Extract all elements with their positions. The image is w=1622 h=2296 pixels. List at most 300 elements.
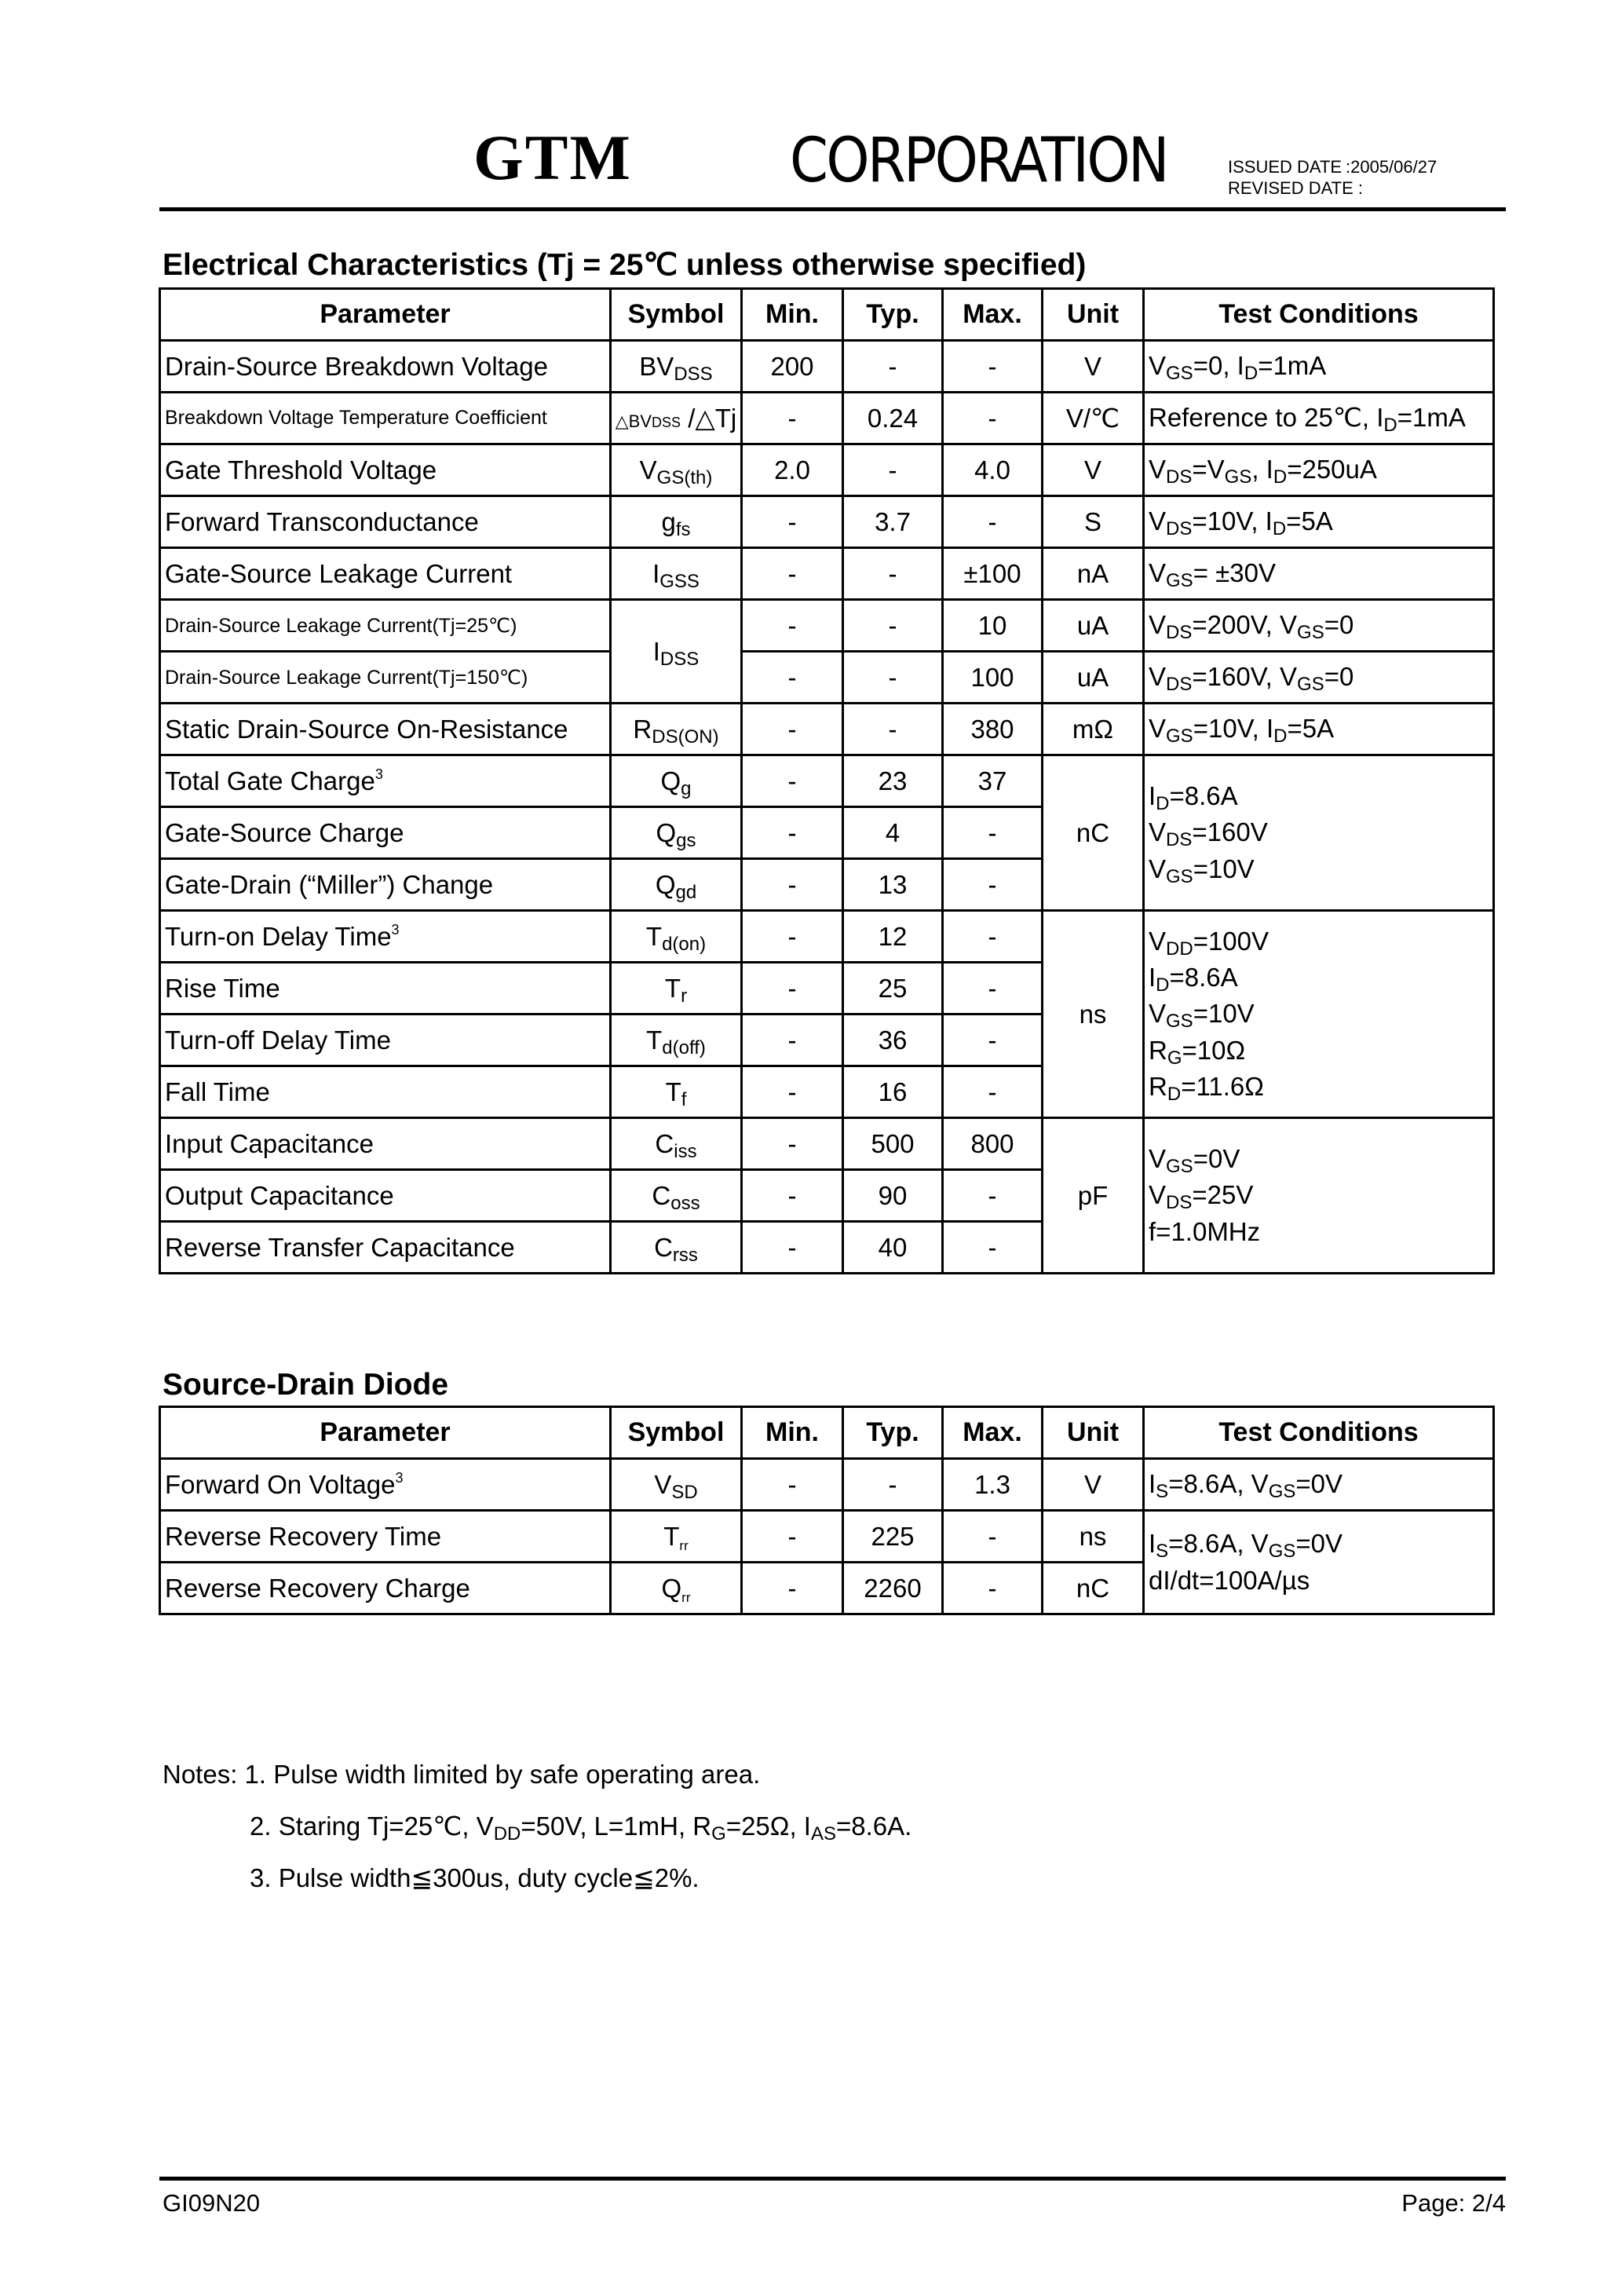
cond-text: V [1149,610,1167,640]
cond-sub: GS [1268,1541,1296,1563]
table-row [160,393,1494,444]
symbol-text: T [646,1025,663,1055]
cond-sub: DS [1166,1192,1193,1214]
cond-text: =8.6A, V [1168,1469,1269,1499]
note-1: Notes: 1. Pulse width limited by safe operating area. [163,1760,761,1789]
condition-cell [1144,600,1494,652]
table-row [160,341,1494,393]
cond-text: =5A [1287,714,1335,744]
cond-text: =5A [1286,506,1333,536]
cond-sub: GS [1166,726,1193,748]
symbol-text: T [663,1521,680,1551]
cond-text: V [1149,558,1167,588]
max-cell: - [943,1222,1043,1274]
header-parameter: Parameter [160,289,611,341]
cond-line [1149,814,1492,850]
symbol-sub: rss [672,1244,698,1266]
symbol-cell [611,1066,742,1118]
symbol-sub: DSS [652,415,681,430]
table-row [160,496,1494,548]
cond-line [1149,996,1492,1032]
param-cell: Drain-Source Leakage Current(Tj=25℃) [160,600,611,652]
cond-text: =0 [1324,662,1354,692]
min-cell: - [742,704,843,755]
max-cell: - [943,341,1043,393]
param-cell: Static Drain-Source On-Resistance [160,704,611,755]
symbol-text: V [654,1469,672,1499]
cond-line [1149,1069,1492,1105]
symbol-sub: gd [675,881,697,903]
cond-line [1149,778,1492,814]
symbol-sub: gs [676,829,696,851]
typ-cell: 12 [843,911,943,963]
cond-sub: D [1156,793,1170,815]
cond-text: =10Ω [1182,1035,1246,1065]
unit-cell: V [1043,341,1144,393]
min-cell: - [742,1066,843,1118]
typ-cell: 13 [843,859,943,911]
min-cell: 200 [742,341,843,393]
typ-cell: 2260 [843,1563,943,1614]
symbol-text: I [652,636,660,666]
table-row [160,652,1494,704]
header-max: Max. [943,289,1043,341]
cond-line [1149,1141,1492,1177]
unit-cell: nC [1043,1563,1144,1614]
condition-cell [1144,911,1494,1118]
max-cell: 800 [943,1118,1043,1170]
cond-text: =8.6A [1169,963,1238,993]
min-cell: - [742,1563,843,1614]
cond-text: V [1149,1180,1167,1210]
cond-line [1149,960,1492,996]
symbol-text: T [665,1077,681,1106]
condition-cell [1144,393,1494,444]
cond-sub: DS [1166,518,1193,540]
min-cell: - [742,548,843,600]
min-cell: - [742,859,843,911]
notes-block [163,1749,911,1904]
symbol-sub: GS(th) [656,466,713,488]
note-2 [163,1801,911,1852]
note-text: =8.6A. [835,1812,912,1841]
symbol-cell [611,1170,742,1222]
max-cell: - [943,1066,1043,1118]
cond-text: Reference to 25℃, I [1149,403,1384,433]
symbol-text: Q [661,1573,682,1603]
footer-rule [159,2177,1506,2181]
condition-cell [1144,1459,1494,1511]
cond-line [1149,851,1492,887]
typ-cell: 16 [843,1066,943,1118]
table-row [160,548,1494,600]
condition-cell [1144,548,1494,600]
typ-cell: 23 [843,755,943,807]
header-unit: Unit [1043,1407,1144,1459]
min-cell: - [742,393,843,444]
cond-text: V [1149,455,1167,484]
max-cell: - [943,859,1043,911]
param-cell: Reverse Transfer Capacitance [160,1222,611,1274]
cond-line [1149,1033,1492,1069]
cond-text: I [1149,1529,1156,1559]
param-cell: Fall Time [160,1066,611,1118]
max-cell: 4.0 [943,444,1043,496]
param-cell: Input Capacitance [160,1118,611,1170]
symbol-text: BV [639,351,674,381]
cond-sub: D [1167,1083,1182,1105]
cond-text: =10V, I [1193,714,1274,744]
param-cell: Gate Threshold Voltage [160,444,611,496]
cond-text: R [1149,1035,1167,1065]
cond-text: =160V [1192,817,1268,847]
cond-text: =0, I [1193,351,1244,381]
electrical-characteristics-title: Electrical Characteristics (Tj = 25℃ unless otherwise specified) [163,248,1087,282]
header-typ: Typ. [843,289,943,341]
cond-text: V [1149,714,1167,744]
unit-cell: V [1043,1459,1144,1511]
cond-text: =11.6Ω [1181,1071,1264,1101]
cond-sub: GS [1297,674,1324,696]
min-cell: - [742,1170,843,1222]
header-parameter: Parameter [160,1407,611,1459]
param-cell: Drain-Source Leakage Current(Tj=150℃) [160,652,611,704]
cond-text: I [1149,963,1156,993]
cond-sub: DS [1166,674,1193,696]
cond-text: V [1149,999,1167,1029]
table-header-row [160,289,1494,341]
min-cell: - [742,1015,843,1066]
param-cell [160,755,611,807]
header-symbol: Symbol [611,1407,742,1459]
footnote-ref: 3 [395,1469,404,1486]
footnote-ref: 3 [374,766,383,782]
issued-date-label: ISSUED DATE [1228,157,1343,177]
symbol-sub: r [681,985,688,1007]
symbol-sub: f [681,1088,687,1110]
condition-cell [1144,1511,1494,1614]
cond-text: =0 [1324,610,1354,640]
max-cell: - [943,393,1043,444]
note-sub: G [711,1823,726,1844]
typ-cell: 90 [843,1170,943,1222]
cond-text: V [1149,506,1167,536]
symbol-sub: oss [670,1192,700,1214]
typ-cell: 500 [843,1118,943,1170]
typ-cell: - [843,652,943,704]
revised-date-label: REVISED DATE : [1228,178,1363,198]
typ-cell: 36 [843,1015,943,1066]
symbol-cell [611,1118,742,1170]
symbol-sub: fs [675,518,691,540]
cond-text: =200V, V [1192,610,1298,640]
typ-cell: 25 [843,963,943,1015]
cond-sub: D [1273,466,1288,488]
cond-text: =160V, V [1192,662,1298,692]
table-row [160,755,1494,807]
symbol-text: V [639,455,657,484]
table-row [160,704,1494,755]
footnote-ref: 3 [391,921,400,938]
symbol-sub: DS(ON) [652,726,719,748]
typ-cell: - [843,341,943,393]
cond-text: =1mA [1258,351,1327,381]
header-max: Max. [943,1407,1043,1459]
cond-text: =0V [1295,1529,1343,1559]
min-cell: - [742,963,843,1015]
min-cell: - [742,755,843,807]
symbol-cell [611,496,742,548]
symbol-sub: rr [679,1537,689,1553]
symbol-cell [611,1222,742,1274]
max-cell: 100 [943,652,1043,704]
typ-cell: 0.24 [843,393,943,444]
cond-text: I [1149,781,1156,811]
typ-cell: - [843,548,943,600]
symbol-text: Q [655,869,676,899]
cond-text: =25V [1192,1180,1254,1210]
header-min: Min. [742,1407,843,1459]
cond-sub: D [1272,518,1287,540]
note-text: =25Ω, I [725,1812,811,1841]
symbol-cell [611,600,742,704]
cond-text: =0V [1193,1144,1240,1174]
cond-text: V [1149,854,1167,883]
cond-text: =100V [1193,927,1269,956]
symbol-sub: DSS [674,363,713,385]
cond-line: f=1.0MHz [1149,1216,1261,1246]
unit-cell: ns [1043,1511,1144,1563]
min-cell: - [742,1511,843,1563]
param-cell: Gate-Drain (“Miller”) Change [160,859,611,911]
cond-sub: GS [1166,865,1193,887]
cond-line [1149,923,1492,960]
symbol-cell [611,755,742,807]
table-row [160,1459,1494,1511]
max-cell: 380 [943,704,1043,755]
header-test-conditions: Test Conditions [1144,289,1494,341]
header-min: Min. [742,289,843,341]
header-rule [159,207,1506,211]
cond-sub: GS [1224,466,1252,488]
note-text: =50V, L=1mH, R [521,1812,712,1841]
symbol-text: T [645,921,663,951]
typ-cell: 3.7 [843,496,943,548]
symbol-sub: d(on) [662,933,707,955]
symbol-cell [611,911,742,963]
table-header-row [160,1407,1494,1459]
cond-text: =0V [1295,1469,1343,1499]
part-number: GI09N20 [163,2189,261,2217]
typ-cell: 40 [843,1222,943,1274]
page-number: Page: 2/4 [1401,2189,1506,2217]
cond-sub: DD [1166,938,1193,960]
symbol-text: I [652,558,660,588]
symbol-text: △BV [615,411,652,431]
unit-cell: S [1043,496,1144,548]
table-row [160,600,1494,652]
typ-cell: - [843,444,943,496]
param-text: Turn-on Delay Time [165,921,392,951]
param-cell: Gate-Source Charge [160,807,611,859]
param-text: Forward On Voltage [165,1469,396,1499]
min-cell: - [742,911,843,963]
table-row [160,1511,1494,1563]
unit-cell: V [1043,444,1144,496]
source-drain-diode-table [159,1406,1495,1615]
corporation-title: CORPORATION [790,126,1167,196]
cond-sub: G [1167,1047,1182,1069]
source-drain-diode-title: Source-Drain Diode [163,1368,449,1402]
condition-cell [1144,652,1494,704]
unit-cell: pF [1043,1118,1144,1274]
cond-text: V [1149,1144,1167,1174]
param-cell: Forward Transconductance [160,496,611,548]
param-text: Total Gate Charge [165,766,375,795]
table-row [160,1118,1494,1170]
unit-cell: uA [1043,652,1144,704]
cond-sub: DS [1166,466,1193,488]
max-cell: - [943,963,1043,1015]
max-cell: 1.3 [943,1459,1043,1511]
symbol-sub: d(off) [662,1036,706,1058]
param-cell: Drain-Source Breakdown Voltage [160,341,611,393]
param-cell: Gate-Source Leakage Current [160,548,611,600]
condition-cell [1144,496,1494,548]
max-cell: ±100 [943,548,1043,600]
header-symbol: Symbol [611,289,742,341]
max-cell: - [943,1015,1043,1066]
header-unit: Unit [1043,289,1144,341]
cond-text: V [1149,351,1167,381]
symbol-cell [611,1511,742,1563]
condition-cell [1144,704,1494,755]
symbol-text: g [661,506,676,536]
symbol-cell [611,859,742,911]
symbol-cell [611,548,742,600]
unit-cell: mΩ [1043,704,1144,755]
symbol-sub: iss [674,1140,697,1162]
symbol-text: C [654,1232,673,1262]
symbol-text: Q [660,766,681,795]
condition-cell [1144,341,1494,393]
note-3: 3. Pulse width≦300us, duty cycle≦2%. [250,1863,700,1892]
max-cell: 37 [943,755,1043,807]
cond-text: =8.6A, V [1168,1529,1269,1559]
min-cell: - [742,1459,843,1511]
symbol-sub: DSS [659,648,700,670]
typ-cell: 225 [843,1511,943,1563]
cond-sub: GS [1166,570,1193,592]
symbol-sub: GSS [659,570,700,592]
symbol-text: T [664,973,681,1003]
cond-sub: GS [1166,363,1193,385]
max-cell: - [943,911,1043,963]
cond-text: V [1149,817,1167,847]
cond-text: =10V, I [1192,506,1273,536]
min-cell: - [742,600,843,652]
param-cell: Reverse Recovery Time [160,1511,611,1563]
cond-sub: S [1156,1481,1169,1503]
cond-sub: D [1273,726,1288,748]
table-row [160,911,1494,963]
min-cell: 2.0 [742,444,843,496]
min-cell: - [742,496,843,548]
electrical-characteristics-table [159,287,1495,1274]
cond-sub: GS [1166,1011,1193,1033]
cond-text: V [1149,927,1167,956]
param-cell: Reverse Recovery Charge [160,1563,611,1614]
cond-text: I [1149,1469,1156,1499]
unit-cell: uA [1043,600,1144,652]
header-test-conditions: Test Conditions [1144,1407,1494,1459]
cond-text: R [1149,1071,1167,1101]
table-row [160,444,1494,496]
revised-date-row [1228,177,1437,199]
max-cell: - [943,807,1043,859]
min-cell: - [742,1118,843,1170]
unit-cell: nA [1043,548,1144,600]
cond-sub: DS [1166,829,1193,851]
symbol-cell [611,963,742,1015]
min-cell: - [742,1222,843,1274]
note-sub: DD [493,1823,521,1844]
symbol-sub: SD [671,1481,698,1503]
param-cell: Output Capacitance [160,1170,611,1222]
symbol-cell [611,807,742,859]
issued-date-row [1228,156,1437,177]
max-cell: - [943,1170,1043,1222]
symbol-cell [611,1015,742,1066]
header-typ: Typ. [843,1407,943,1459]
cond-line [1149,1177,1492,1213]
max-cell: 10 [943,600,1043,652]
cond-sub: D [1244,363,1259,385]
symbol-sub: g [681,777,692,799]
condition-cell [1144,755,1494,911]
min-cell: - [742,652,843,704]
param-cell [160,1459,611,1511]
unit-cell: V/℃ [1043,393,1144,444]
condition-cell [1144,1118,1494,1274]
symbol-text: Q [656,817,677,847]
typ-cell: - [843,1459,943,1511]
typ-cell: 4 [843,807,943,859]
cond-sub: GS [1297,622,1324,644]
symbol-text: /△Tj [681,404,737,433]
symbol-cell [611,1459,742,1511]
company-logo: GTM [473,122,632,193]
cond-sub: D [1383,415,1397,437]
cond-text: =10V [1193,999,1255,1029]
symbol-cell [611,1563,742,1614]
cond-text: =8.6A [1169,781,1238,811]
min-cell: - [742,807,843,859]
symbol-sub: rr [681,1589,691,1605]
cond-sub: DS [1166,622,1193,644]
cond-text: = ±30V [1193,558,1276,588]
cond-sub: GS [1166,1156,1193,1178]
cond-text: =250uA [1287,455,1377,484]
symbol-cell [611,393,742,444]
max-cell: - [943,496,1043,548]
symbol-text: C [655,1128,674,1158]
param-cell: Turn-off Delay Time [160,1015,611,1066]
cond-line: dI/dt=100A/µs [1149,1565,1310,1595]
issued-date-value: :2005/06/27 [1346,157,1438,177]
note-sub: AS [810,1823,836,1844]
symbol-cell [611,444,742,496]
